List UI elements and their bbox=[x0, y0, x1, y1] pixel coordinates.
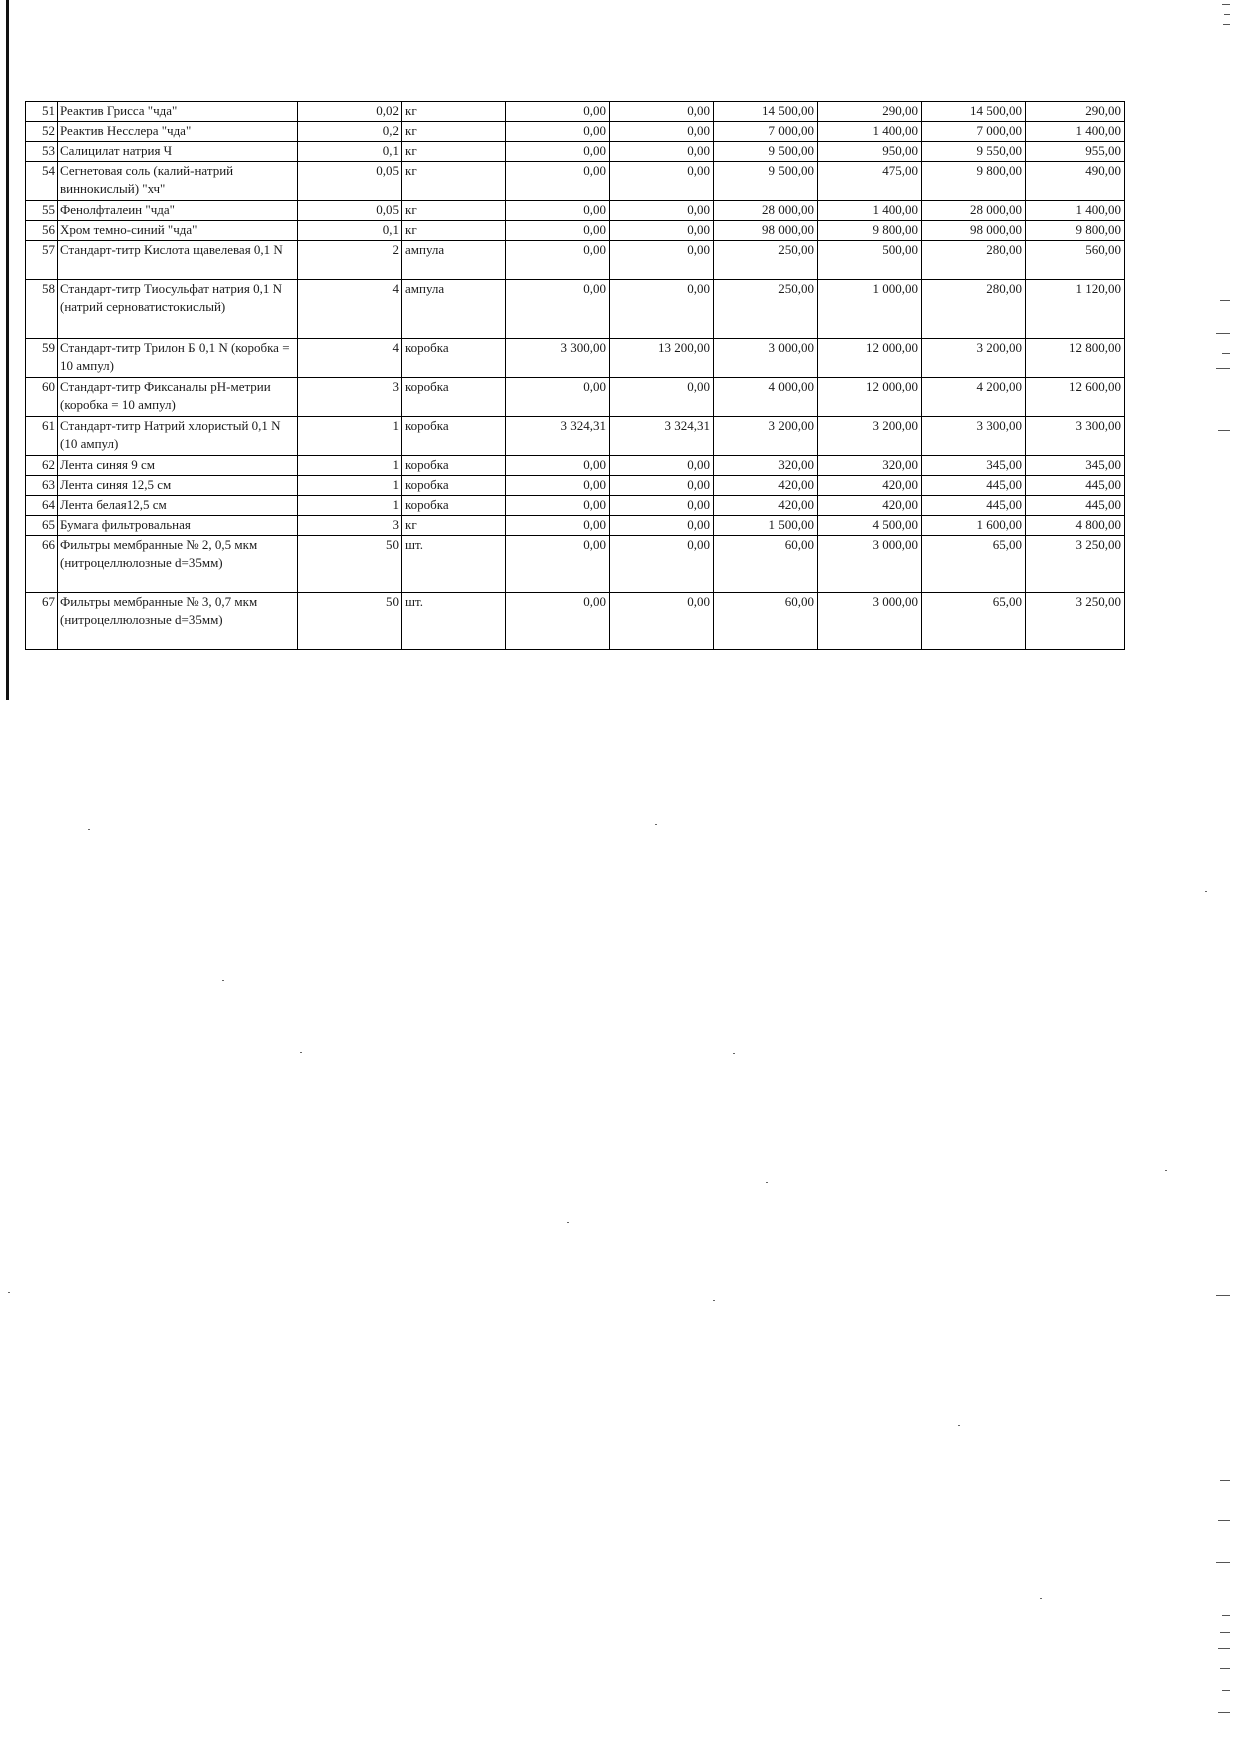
sum-3: 3 300,00 bbox=[1026, 417, 1125, 456]
price-2: 98 000,00 bbox=[714, 221, 818, 241]
item-name: Стандарт-титр Кислота щавелевая 0,1 N bbox=[58, 241, 298, 280]
unit: кг bbox=[402, 142, 506, 162]
unit: кг bbox=[402, 122, 506, 142]
sum-3: 4 800,00 bbox=[1026, 516, 1125, 536]
price-2: 1 500,00 bbox=[714, 516, 818, 536]
quantity: 4 bbox=[298, 280, 402, 339]
price-1: 3 300,00 bbox=[506, 339, 610, 378]
item-name: Реактив Несслера "чда" bbox=[58, 122, 298, 142]
sum-1: 0,00 bbox=[610, 593, 714, 650]
sum-3: 560,00 bbox=[1026, 241, 1125, 280]
price-1: 0,00 bbox=[506, 142, 610, 162]
table-row bbox=[26, 378, 1125, 417]
price-1: 3 324,31 bbox=[506, 417, 610, 456]
quantity: 50 bbox=[298, 593, 402, 650]
scan-page-edge bbox=[6, 0, 9, 700]
table-row bbox=[26, 122, 1125, 142]
row-number: 57 bbox=[26, 241, 58, 280]
price-2: 320,00 bbox=[714, 456, 818, 476]
quantity: 4 bbox=[298, 339, 402, 378]
item-name: Лента синяя 12,5 см bbox=[58, 476, 298, 496]
sum-2: 3 000,00 bbox=[818, 536, 922, 593]
sum-2: 1 000,00 bbox=[818, 280, 922, 339]
quantity: 1 bbox=[298, 456, 402, 476]
sum-3: 3 250,00 bbox=[1026, 593, 1125, 650]
table-row bbox=[26, 162, 1125, 201]
sum-2: 475,00 bbox=[818, 162, 922, 201]
item-name: Хром темно-синий "чда" bbox=[58, 221, 298, 241]
row-number: 66 bbox=[26, 536, 58, 593]
sum-3: 955,00 bbox=[1026, 142, 1125, 162]
row-number: 67 bbox=[26, 593, 58, 650]
table-row bbox=[26, 593, 1125, 650]
quantity: 2 bbox=[298, 241, 402, 280]
price-1: 0,00 bbox=[506, 516, 610, 536]
item-name: Стандарт-титр Натрий хлористый 0,1 N (10 ампул) bbox=[58, 417, 298, 456]
sum-2: 3 000,00 bbox=[818, 593, 922, 650]
sum-1: 0,00 bbox=[610, 142, 714, 162]
sum-2: 12 000,00 bbox=[818, 339, 922, 378]
sum-3: 9 800,00 bbox=[1026, 221, 1125, 241]
unit: кг bbox=[402, 221, 506, 241]
table-row bbox=[26, 102, 1125, 122]
sum-3: 12 600,00 bbox=[1026, 378, 1125, 417]
sum-1: 0,00 bbox=[610, 496, 714, 516]
table-row bbox=[26, 280, 1125, 339]
price-3: 9 800,00 bbox=[922, 162, 1026, 201]
table-row bbox=[26, 339, 1125, 378]
sum-1: 0,00 bbox=[610, 476, 714, 496]
price-1: 0,00 bbox=[506, 496, 610, 516]
row-number: 54 bbox=[26, 162, 58, 201]
price-2: 14 500,00 bbox=[714, 102, 818, 122]
sum-2: 950,00 bbox=[818, 142, 922, 162]
sum-1: 0,00 bbox=[610, 516, 714, 536]
sum-3: 3 250,00 bbox=[1026, 536, 1125, 593]
price-3: 98 000,00 bbox=[922, 221, 1026, 241]
item-name: Реактив Грисса "чда" bbox=[58, 102, 298, 122]
sum-2: 12 000,00 bbox=[818, 378, 922, 417]
sum-3: 12 800,00 bbox=[1026, 339, 1125, 378]
sum-2: 3 200,00 bbox=[818, 417, 922, 456]
unit: коробка bbox=[402, 496, 506, 516]
unit: шт. bbox=[402, 536, 506, 593]
price-1: 0,00 bbox=[506, 476, 610, 496]
price-3: 3 200,00 bbox=[922, 339, 1026, 378]
quantity: 0,05 bbox=[298, 162, 402, 201]
price-1: 0,00 bbox=[506, 241, 610, 280]
price-2: 250,00 bbox=[714, 241, 818, 280]
price-3: 28 000,00 bbox=[922, 201, 1026, 221]
row-number: 62 bbox=[26, 456, 58, 476]
price-2: 9 500,00 bbox=[714, 142, 818, 162]
row-number: 63 bbox=[26, 476, 58, 496]
sum-1: 0,00 bbox=[610, 456, 714, 476]
unit: ампула bbox=[402, 280, 506, 339]
row-number: 55 bbox=[26, 201, 58, 221]
row-number: 56 bbox=[26, 221, 58, 241]
price-3: 280,00 bbox=[922, 241, 1026, 280]
item-name: Лента синяя 9 см bbox=[58, 456, 298, 476]
price-3: 65,00 bbox=[922, 593, 1026, 650]
sum-3: 490,00 bbox=[1026, 162, 1125, 201]
price-1: 0,00 bbox=[506, 536, 610, 593]
price-2: 60,00 bbox=[714, 536, 818, 593]
sum-3: 345,00 bbox=[1026, 456, 1125, 476]
table-row bbox=[26, 456, 1125, 476]
price-3: 7 000,00 bbox=[922, 122, 1026, 142]
table-row bbox=[26, 417, 1125, 456]
sum-2: 420,00 bbox=[818, 476, 922, 496]
table-row bbox=[26, 536, 1125, 593]
quantity: 50 bbox=[298, 536, 402, 593]
unit: коробка bbox=[402, 456, 506, 476]
sum-2: 420,00 bbox=[818, 496, 922, 516]
row-number: 51 bbox=[26, 102, 58, 122]
quantity: 3 bbox=[298, 516, 402, 536]
price-3: 1 600,00 bbox=[922, 516, 1026, 536]
row-number: 52 bbox=[26, 122, 58, 142]
sum-1: 0,00 bbox=[610, 122, 714, 142]
sum-2: 500,00 bbox=[818, 241, 922, 280]
price-1: 0,00 bbox=[506, 122, 610, 142]
sum-1: 0,00 bbox=[610, 102, 714, 122]
price-1: 0,00 bbox=[506, 102, 610, 122]
table-row bbox=[26, 496, 1125, 516]
unit: коробка bbox=[402, 378, 506, 417]
price-3: 280,00 bbox=[922, 280, 1026, 339]
price-1: 0,00 bbox=[506, 378, 610, 417]
table-row bbox=[26, 516, 1125, 536]
scan-edge-marks bbox=[1208, 0, 1230, 1754]
unit: коробка bbox=[402, 417, 506, 456]
unit: коробка bbox=[402, 476, 506, 496]
price-3: 3 300,00 bbox=[922, 417, 1026, 456]
sum-1: 0,00 bbox=[610, 201, 714, 221]
quantity: 0,1 bbox=[298, 142, 402, 162]
sum-2: 320,00 bbox=[818, 456, 922, 476]
row-number: 60 bbox=[26, 378, 58, 417]
table-row bbox=[26, 142, 1125, 162]
item-name: Фильтры мембранные № 3, 0,7 мкм (нитроцеллюлозные d=35мм) bbox=[58, 593, 298, 650]
price-2: 28 000,00 bbox=[714, 201, 818, 221]
sum-3: 290,00 bbox=[1026, 102, 1125, 122]
price-2: 3 000,00 bbox=[714, 339, 818, 378]
sum-1: 3 324,31 bbox=[610, 417, 714, 456]
price-1: 0,00 bbox=[506, 162, 610, 201]
sum-2: 290,00 bbox=[818, 102, 922, 122]
sum-3: 445,00 bbox=[1026, 496, 1125, 516]
price-2: 7 000,00 bbox=[714, 122, 818, 142]
price-3: 4 200,00 bbox=[922, 378, 1026, 417]
unit: шт. bbox=[402, 593, 506, 650]
row-number: 59 bbox=[26, 339, 58, 378]
item-name: Салицилат натрия Ч bbox=[58, 142, 298, 162]
unit: кг bbox=[402, 102, 506, 122]
row-number: 65 bbox=[26, 516, 58, 536]
sum-3: 1 400,00 bbox=[1026, 122, 1125, 142]
quantity: 0,1 bbox=[298, 221, 402, 241]
sum-1: 0,00 bbox=[610, 162, 714, 201]
price-2: 3 200,00 bbox=[714, 417, 818, 456]
price-2: 4 000,00 bbox=[714, 378, 818, 417]
item-name: Фенолфталеин "чда" bbox=[58, 201, 298, 221]
sum-3: 1 120,00 bbox=[1026, 280, 1125, 339]
sum-1: 0,00 bbox=[610, 536, 714, 593]
price-3: 14 500,00 bbox=[922, 102, 1026, 122]
item-name: Сегнетовая соль (калий-натрий виннокислый) "хч" bbox=[58, 162, 298, 201]
item-name: Стандарт-титр Трилон Б 0,1 N (коробка = 10 ампул) bbox=[58, 339, 298, 378]
quantity: 0,05 bbox=[298, 201, 402, 221]
price-1: 0,00 bbox=[506, 456, 610, 476]
unit: ампула bbox=[402, 241, 506, 280]
price-2: 60,00 bbox=[714, 593, 818, 650]
row-number: 58 bbox=[26, 280, 58, 339]
quantity: 0,02 bbox=[298, 102, 402, 122]
price-3: 345,00 bbox=[922, 456, 1026, 476]
sum-2: 1 400,00 bbox=[818, 122, 922, 142]
price-3: 445,00 bbox=[922, 476, 1026, 496]
price-2: 420,00 bbox=[714, 496, 818, 516]
sum-2: 4 500,00 bbox=[818, 516, 922, 536]
sum-3: 1 400,00 bbox=[1026, 201, 1125, 221]
item-name: Фильтры мембранные № 2, 0,5 мкм (нитроцеллюлозные d=35мм) bbox=[58, 536, 298, 593]
price-table bbox=[25, 101, 1125, 650]
row-number: 61 bbox=[26, 417, 58, 456]
table-row bbox=[26, 221, 1125, 241]
price-3: 445,00 bbox=[922, 496, 1026, 516]
price-1: 0,00 bbox=[506, 221, 610, 241]
unit: кг bbox=[402, 516, 506, 536]
price-1: 0,00 bbox=[506, 280, 610, 339]
sum-1: 0,00 bbox=[610, 378, 714, 417]
unit: кг bbox=[402, 201, 506, 221]
unit: кг bbox=[402, 162, 506, 201]
sum-1: 0,00 bbox=[610, 241, 714, 280]
price-1: 0,00 bbox=[506, 201, 610, 221]
sum-1: 13 200,00 bbox=[610, 339, 714, 378]
price-3: 65,00 bbox=[922, 536, 1026, 593]
item-name: Бумага фильтровальная bbox=[58, 516, 298, 536]
item-name: Лента белая12,5 см bbox=[58, 496, 298, 516]
quantity: 1 bbox=[298, 476, 402, 496]
row-number: 53 bbox=[26, 142, 58, 162]
table-row bbox=[26, 201, 1125, 221]
sum-2: 1 400,00 bbox=[818, 201, 922, 221]
row-number: 64 bbox=[26, 496, 58, 516]
sum-3: 445,00 bbox=[1026, 476, 1125, 496]
price-1: 0,00 bbox=[506, 593, 610, 650]
table-row bbox=[26, 476, 1125, 496]
quantity: 1 bbox=[298, 417, 402, 456]
sum-2: 9 800,00 bbox=[818, 221, 922, 241]
quantity: 3 bbox=[298, 378, 402, 417]
quantity: 0,2 bbox=[298, 122, 402, 142]
price-3: 9 550,00 bbox=[922, 142, 1026, 162]
quantity: 1 bbox=[298, 496, 402, 516]
sum-1: 0,00 bbox=[610, 280, 714, 339]
item-name: Стандарт-титр Фиксаналы рН-метрии (коробка = 10 ампул) bbox=[58, 378, 298, 417]
table-row bbox=[26, 241, 1125, 280]
item-name: Стандарт-титр Тиосульфат натрия 0,1 N (натрий серноватистокислый) bbox=[58, 280, 298, 339]
price-2: 9 500,00 bbox=[714, 162, 818, 201]
price-2: 250,00 bbox=[714, 280, 818, 339]
unit: коробка bbox=[402, 339, 506, 378]
price-2: 420,00 bbox=[714, 476, 818, 496]
sum-1: 0,00 bbox=[610, 221, 714, 241]
